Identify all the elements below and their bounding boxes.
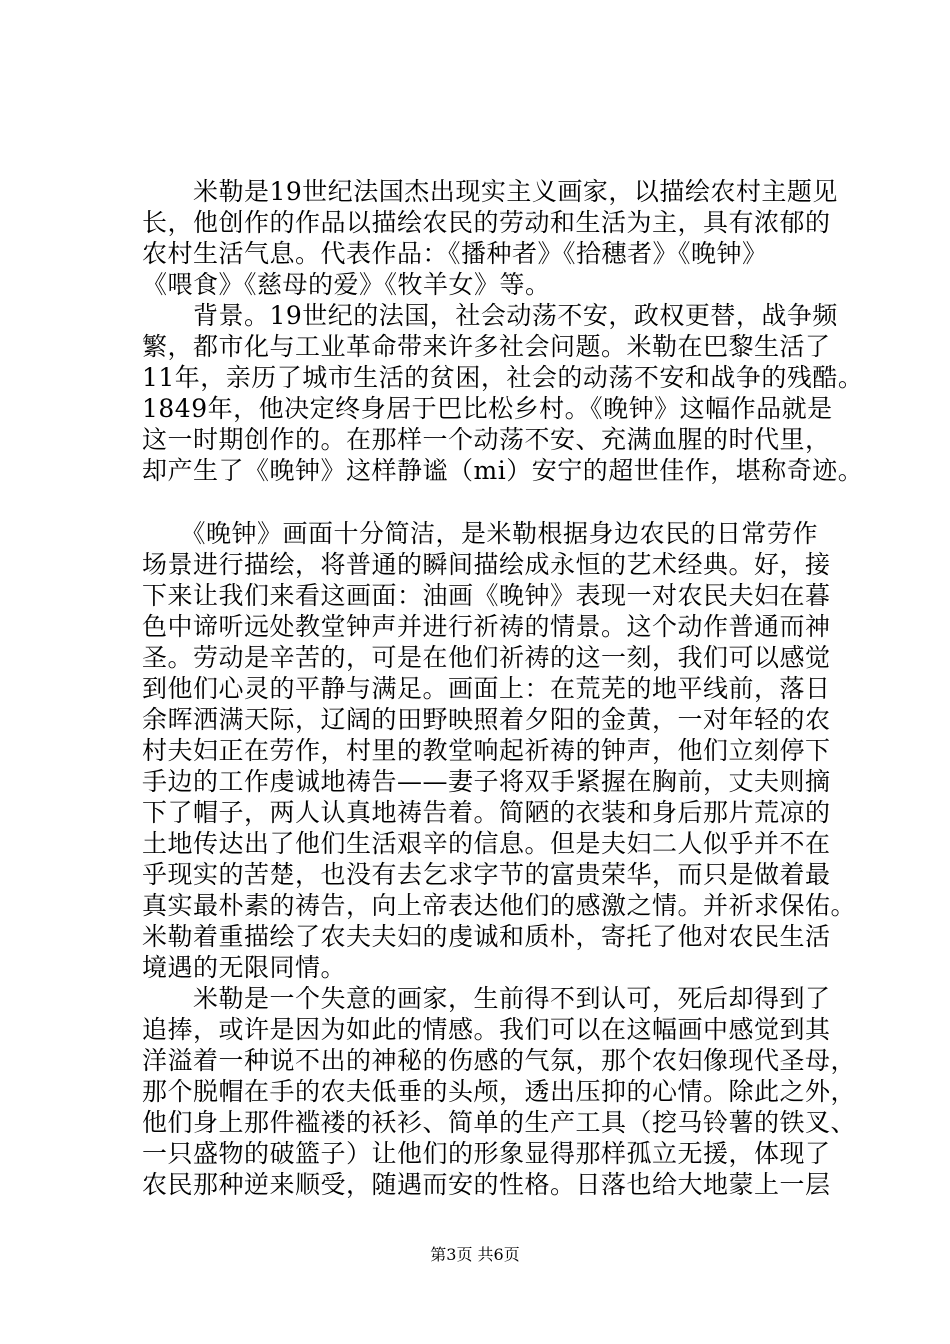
text-line: 《晚钟》画面十分简洁，是米勒根据身边农民的日常劳作 bbox=[142, 519, 819, 548]
text-line: 他们身上那件褴褛的袄衫、简单的生产工具（挖马铃薯的铁叉、 bbox=[142, 1108, 857, 1137]
text-line: 农村生活气息。代表作品：《播种者》《拾穗者》《晚钟》 bbox=[142, 239, 768, 268]
text-line: 米勒着重描绘了农夫夫妇的虔诚和质朴，寄托了他对农民生活 bbox=[142, 922, 831, 951]
text-line: 手边的工作虔诚地祷告——妻子将双手紧握在胸前，丈夫则摘 bbox=[142, 767, 831, 796]
text-line: 这一时期创作的。在那样一个动荡不安、充满血腥的时代里， bbox=[142, 425, 831, 454]
text-line: 追捧，或许是因为如此的情感。我们可以在这幅画中感觉到其 bbox=[142, 1015, 831, 1044]
text-line: 繁，都市化与工业革命带来许多社会问题。米勒在巴黎生活了 bbox=[142, 332, 831, 361]
text-line: 下了帽子，两人认真地祷告着。简陋的衣装和身后那片荒凉的 bbox=[142, 798, 831, 827]
text-line: 1849年，他决定终身居于巴比松乡村。《晚钟》这幅作品就是 bbox=[142, 394, 833, 423]
text-line: 11年，亲历了城市生活的贫困，社会的动荡不安和战争的残酷。 bbox=[142, 363, 864, 392]
text-line: 《喂食》《慈母的爱》《牧羊女》等。 bbox=[142, 270, 551, 299]
page-footer: 第3页 共6页 bbox=[430, 1245, 520, 1264]
paragraph-painting-description bbox=[142, 518, 857, 983]
text-line: 一只盛物的破篮子）让他们的形象显得那样孤立无援，体现了 bbox=[142, 1139, 831, 1168]
text-line: 真实最朴素的祷告，向上帝表达他们的感激之情。并祈求保佑。 bbox=[142, 891, 857, 920]
text-line: 农民那种逆来顺受，随遇而安的性格。日落也给大地蒙上一层 bbox=[142, 1170, 831, 1199]
text-line: 到他们心灵的平静与满足。画面上：在荒芜的地平线前，落日 bbox=[142, 674, 831, 703]
paragraph-background bbox=[142, 300, 864, 486]
text-line: 圣。劳动是辛苦的，可是在他们祈祷的这一刻，我们可以感觉 bbox=[142, 643, 831, 672]
text-line: 村夫妇正在劳作，村里的教堂响起祈祷的钟声，他们立刻停下 bbox=[142, 736, 831, 765]
document-body bbox=[142, 176, 864, 1200]
text-line: 米勒是一个失意的画家，生前得不到认可，死后却得到了 bbox=[142, 984, 831, 1013]
text-line: 长，他创作的作品以描绘农民的劳动和生活为主，具有浓郁的 bbox=[142, 208, 831, 237]
text-line: 乎现实的苦楚，也没有去乞求字节的富贵荣华，而只是做着最 bbox=[142, 860, 831, 889]
text-line: 洋溢着一种说不出的神秘的伤感的气氛，那个农妇像现代圣母， bbox=[142, 1046, 857, 1075]
text-line: 却产生了《晚钟》这样静谧（mi）安宁的超世佳作，堪称奇迹。 bbox=[142, 456, 864, 485]
text-line: 背景。19世纪的法国，社会动荡不安，政权更替，战争频 bbox=[142, 301, 838, 330]
text-line: 境遇的无限同情。 bbox=[142, 953, 347, 982]
text-line: 下来让我们来看这画面：油画《晚钟》表现一对农民夫妇在暮 bbox=[142, 581, 831, 610]
text-line: 米勒是19世纪法国杰出现实主义画家，以描绘农村主题见 bbox=[142, 177, 838, 206]
text-line: 土地传达出了他们生活艰辛的信息。但是夫妇二人似乎并不在 bbox=[142, 829, 831, 858]
paragraph-intro bbox=[142, 176, 842, 300]
text-line: 那个脱帽在手的农夫低垂的头颅，透出压抑的心情。除此之外， bbox=[142, 1077, 857, 1106]
text-line: 场景进行描绘，将普通的瞬间描绘成永恒的艺术经典。好，接 bbox=[142, 550, 831, 579]
paragraph-artist-reflection bbox=[142, 983, 857, 1200]
paragraph-spacer bbox=[142, 486, 842, 518]
text-line: 余晖洒满天际，辽阔的田野映照着夕阳的金黄，一对年轻的农 bbox=[142, 705, 831, 734]
text-line: 色中谛听远处教堂钟声并进行祈祷的情景。这个动作普通而神 bbox=[142, 612, 831, 641]
